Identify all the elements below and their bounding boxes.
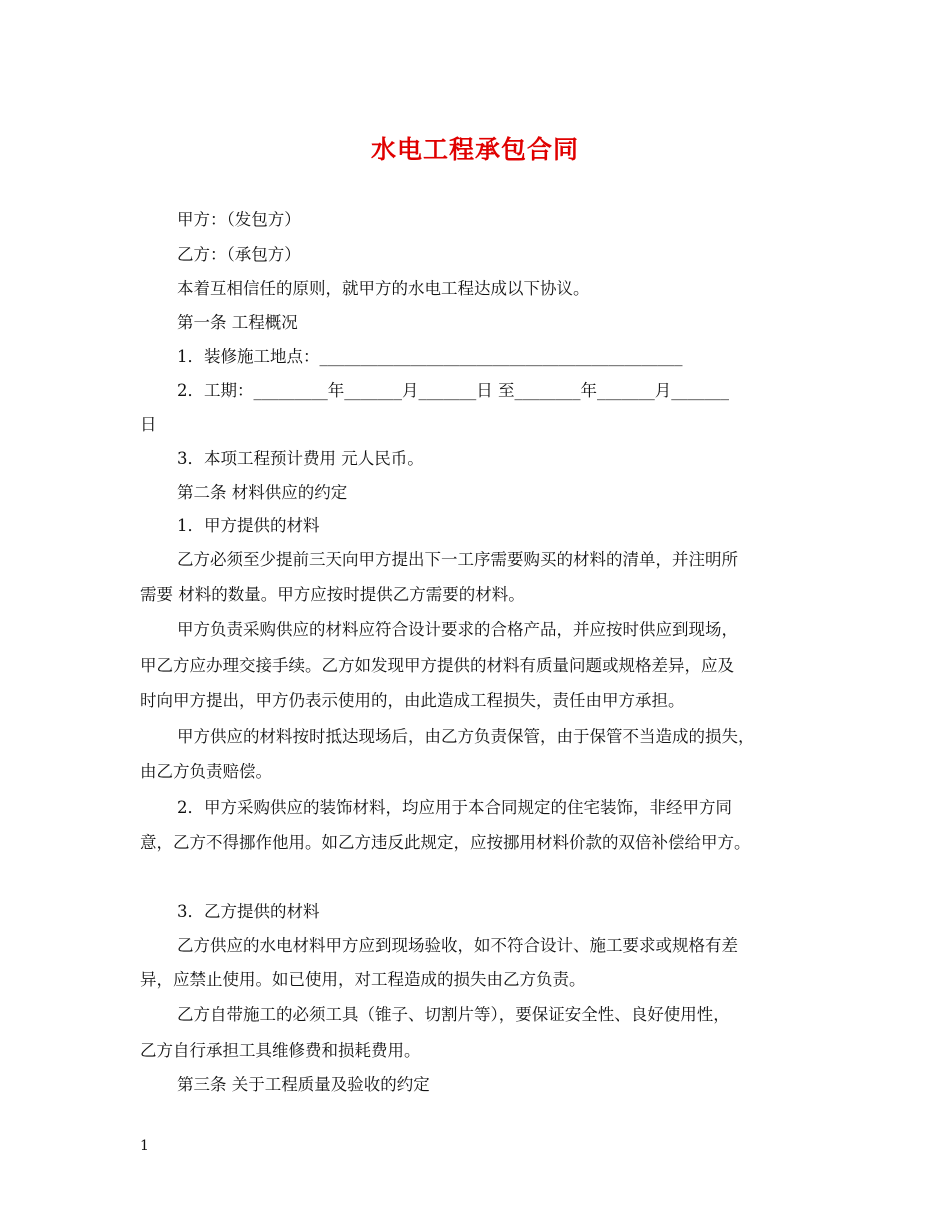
paragraph-line: 乙方自行承担工具维修费和损耗费用。	[140, 1041, 421, 1060]
paragraph-line: 乙方供应的水电材料甲方应到现场验收，如不符合设计、施工要求或规格有差	[177, 936, 738, 955]
paragraph-line: 异，应禁止使用。如已使用，对工程造成的损失由乙方负责。	[140, 970, 586, 989]
paragraph-line: 2．甲方采购供应的装饰材料，均应用于本合同规定的住宅装饰，非经甲方同	[177, 798, 732, 817]
estimated-cost-line: 3．本项工程预计费用 元人民币。	[177, 449, 424, 468]
paragraph-line: 甲方供应的材料按时抵达现场后，由乙方负责保管，由于保管不当造成的损失，	[177, 727, 755, 746]
duration-line: 2．工期：_________年_______月_______日 至________年_______月_______	[177, 381, 729, 400]
article-3-heading: 第三条 关于工程质量及验收的约定	[177, 1075, 430, 1094]
preamble-line: 本着互相信任的原则，就甲方的水电工程达成以下协议。	[177, 279, 590, 298]
article-1-heading: 第一条 工程概况	[177, 313, 298, 332]
paragraph-line: 甲方负责采购供应的材料应符合设计要求的合格产品，并应按时供应到现场，	[177, 620, 738, 639]
article-2-heading: 第二条 材料供应的约定	[177, 483, 348, 502]
paragraph-line: 需要 材料的数量。甲方应按时提供乙方需要的材料。	[140, 585, 525, 604]
paragraph-line: 意，乙方不得挪作他用。如乙方违反此规定，应按挪用材料价款的双倍补偿给甲方。	[140, 833, 751, 852]
paragraph-line: 乙方必须至少提前三天向甲方提出下一工序需要购买的材料的清单，并注明所	[177, 550, 738, 569]
paragraph-line: 甲乙方应办理交接手续。乙方如发现甲方提供的材料有质量问题或规格差异，应及	[140, 656, 734, 675]
party-b-line: 乙方：（承包方）	[177, 245, 301, 264]
duration-line-cont: 日	[140, 415, 157, 434]
site-location-line: 1．装修施工地点：____________________________________________	[177, 347, 683, 366]
paragraph-line: 时向甲方提出，甲方仍表示使用的，由此造成工程损失，责任由甲方承担。	[140, 691, 685, 710]
document-title: 水电工程承包合同	[370, 135, 579, 164]
paragraph-line: 由乙方负责赔偿。	[140, 762, 272, 781]
clause-2-3-heading: 3．乙方提供的材料	[177, 902, 320, 921]
clause-2-1-heading: 1．甲方提供的材料	[177, 516, 320, 535]
paragraph-line: 乙方自带施工的必须工具（锥子、切割片等），要保证安全性、良好使用性，	[177, 1005, 730, 1024]
page-number: 1	[140, 1138, 149, 1154]
party-a-line: 甲方：（发包方）	[177, 210, 301, 229]
